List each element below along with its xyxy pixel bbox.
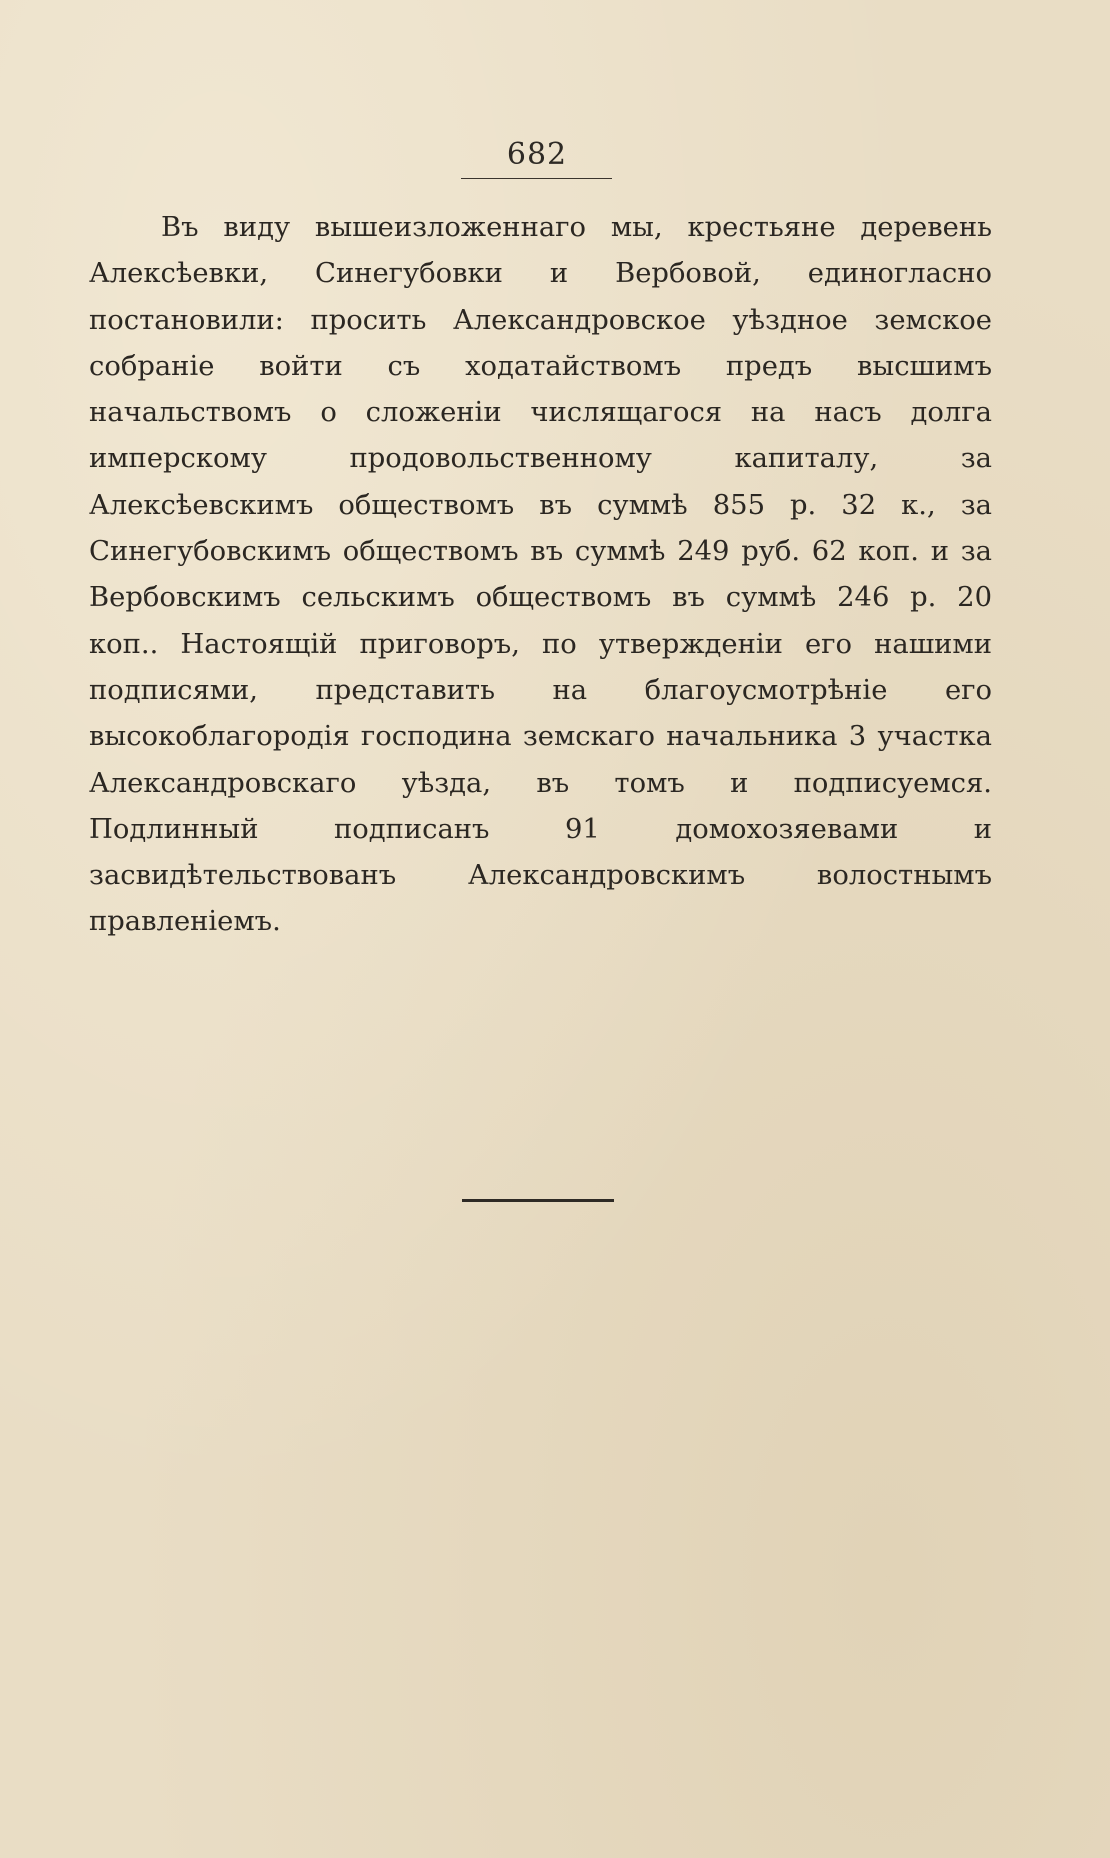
body-paragraph: Въ виду вышеизложеннаго мы, крестьяне деревень Алексѣевки, Синегубовки и Вербовой, единогласно постановили: просить Александровское уѣздное земское собраніе войти съ ходатайствомъ предъ высшимъ начальствомъ о сложеніи числящагося на насъ долга имперскому продовольственному капиталу, за Алексѣевскимъ обществомъ въ суммѣ 855 р. 32 к., за Синегубовскимъ обществомъ въ суммѣ 249 руб. 62 коп. и за Вербовскимъ сельскимъ обществомъ въ суммѣ 246 р. 20 коп.. Настоящій приговоръ, по утвержденіи его нашими подписями, представить на благоусмотрѣніе его высокоблагородія господина земскаго начальника 3 участка Александровскаго уѣзда, въ томъ и подписуемся. Подлинный подписанъ 91 домохозяевами и засвидѣтельствованъ Александровскимъ волостнымъ правленіемъ. (89, 212, 992, 938)
header-rule (461, 178, 612, 179)
end-rule (462, 1199, 614, 1202)
page-number: 682 (506, 137, 568, 172)
